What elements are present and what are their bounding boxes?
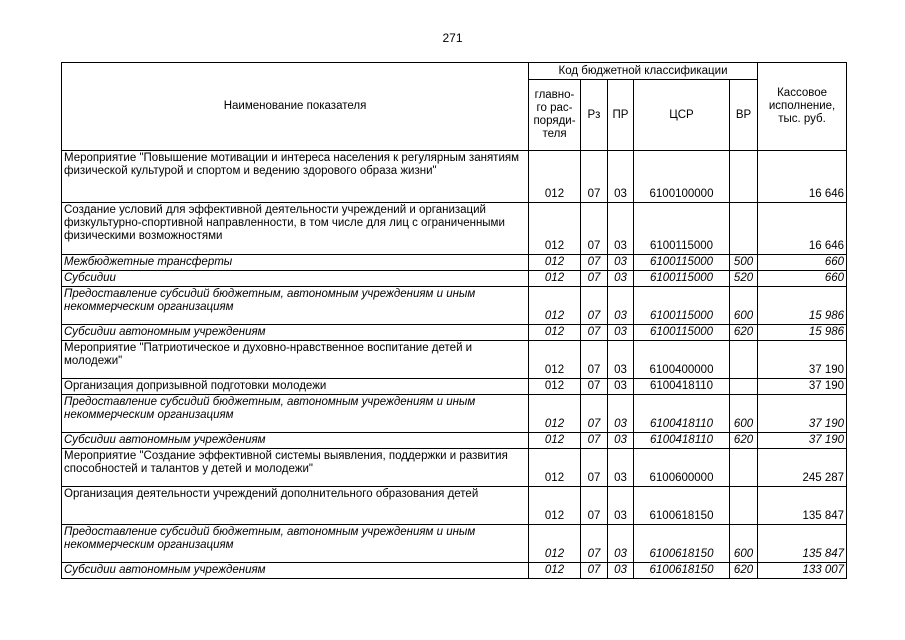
rz-code: 07 xyxy=(581,487,608,525)
table-row xyxy=(62,525,847,563)
vr-code xyxy=(730,151,758,203)
vr-code: 600 xyxy=(730,287,758,325)
csr-code: 6100115000 xyxy=(634,325,730,341)
csr-code: 6100100000 xyxy=(634,151,730,203)
rz-code: 07 xyxy=(581,395,608,433)
table-row xyxy=(62,341,847,379)
csr-code: 6100418110 xyxy=(634,395,730,433)
amount: 135 847 xyxy=(758,525,847,563)
indicator-name: Предоставление субсидий бюджетным, автономным учреждениям и иным некоммерческим организациям xyxy=(62,525,529,563)
rz-code: 07 xyxy=(581,563,608,579)
table-row xyxy=(62,433,847,449)
admin-code: 012 xyxy=(529,271,581,287)
amount: 37 190 xyxy=(758,341,847,379)
amount: 16 646 xyxy=(758,203,847,255)
table-row xyxy=(62,449,847,487)
vr-code xyxy=(730,379,758,395)
admin-code: 012 xyxy=(529,325,581,341)
indicator-name: Создание условий для эффективной деятельности учреждений и организаций физкультурно-спортивной направленности, в том числе для лиц с ограниченными физическими возможностями xyxy=(62,203,529,255)
indicator-name: Межбюджетные трансферты xyxy=(62,255,529,271)
indicator-name: Мероприятие "Создание эффективной системы выявления, поддержки и развития способностей и талантов у детей и молодежи" xyxy=(62,449,529,487)
header-csr: ЦСР xyxy=(634,80,730,151)
csr-code: 6100115000 xyxy=(634,271,730,287)
pr-code: 03 xyxy=(608,395,634,433)
indicator-name: Субсидии автономным учреждениям xyxy=(62,325,529,341)
admin-code: 012 xyxy=(529,379,581,395)
admin-code: 012 xyxy=(529,487,581,525)
admin-code: 012 xyxy=(529,449,581,487)
vr-code xyxy=(730,203,758,255)
header-name: Наименование показателя xyxy=(62,63,529,151)
pr-code: 03 xyxy=(608,341,634,379)
pr-code: 03 xyxy=(608,563,634,579)
table-row xyxy=(62,287,847,325)
vr-code: 600 xyxy=(730,395,758,433)
admin-code: 012 xyxy=(529,525,581,563)
pr-code: 03 xyxy=(608,255,634,271)
indicator-name: Мероприятие "Патриотическое и духовно-нравственное воспитание детей и молодежи" xyxy=(62,341,529,379)
amount: 37 190 xyxy=(758,395,847,433)
header-admin: главно-го рас-поряди-теля xyxy=(529,80,581,151)
indicator-name: Субсидии автономным учреждениям xyxy=(62,563,529,579)
rz-code: 07 xyxy=(581,379,608,395)
rz-code: 07 xyxy=(581,287,608,325)
rz-code: 07 xyxy=(581,255,608,271)
pr-code: 03 xyxy=(608,449,634,487)
admin-code: 012 xyxy=(529,203,581,255)
csr-code: 6100418110 xyxy=(634,379,730,395)
table-row xyxy=(62,563,847,579)
pr-code: 03 xyxy=(608,325,634,341)
table-row xyxy=(62,151,847,203)
vr-code: 620 xyxy=(730,325,758,341)
indicator-name: Субсидии xyxy=(62,271,529,287)
header-amount: Кассовое исполнение, тыс. руб. xyxy=(758,63,847,151)
csr-code: 6100618150 xyxy=(634,563,730,579)
amount: 37 190 xyxy=(758,379,847,395)
csr-code: 6100418110 xyxy=(634,433,730,449)
amount: 135 847 xyxy=(758,487,847,525)
indicator-name: Мероприятие "Повышение мотивации и интереса населения к регулярным занятиям физической культурой и спортом и ведению здорового образа жизни" xyxy=(62,151,529,203)
vr-code: 520 xyxy=(730,271,758,287)
indicator-name: Субсидии автономным учреждениям xyxy=(62,433,529,449)
pr-code: 03 xyxy=(608,525,634,563)
table-row xyxy=(62,379,847,395)
admin-code: 012 xyxy=(529,255,581,271)
csr-code: 6100115000 xyxy=(634,287,730,325)
header-budget-classification: Код бюджетной классификации xyxy=(529,63,758,80)
vr-code: 600 xyxy=(730,525,758,563)
csr-code: 6100600000 xyxy=(634,449,730,487)
rz-code: 07 xyxy=(581,151,608,203)
amount: 660 xyxy=(758,271,847,287)
pr-code: 03 xyxy=(608,433,634,449)
amount: 15 986 xyxy=(758,325,847,341)
pr-code: 03 xyxy=(608,287,634,325)
rz-code: 07 xyxy=(581,341,608,379)
rz-code: 07 xyxy=(581,433,608,449)
csr-code: 6100115000 xyxy=(634,203,730,255)
vr-code: 620 xyxy=(730,563,758,579)
rz-code: 07 xyxy=(581,525,608,563)
vr-code xyxy=(730,341,758,379)
indicator-name: Предоставление субсидий бюджетным, автономным учреждениям и иным некоммерческим организациям xyxy=(62,287,529,325)
admin-code: 012 xyxy=(529,341,581,379)
header-rz: Рз xyxy=(581,80,608,151)
page-number: 271 xyxy=(442,31,463,45)
csr-code: 6100618150 xyxy=(634,487,730,525)
header-vr: ВР xyxy=(730,80,758,151)
indicator-name: Организация допризывной подготовки молодежи xyxy=(62,379,529,395)
indicator-name: Организация деятельности учреждений дополнительного образования детей xyxy=(62,487,529,525)
amount: 16 646 xyxy=(758,151,847,203)
rz-code: 07 xyxy=(581,449,608,487)
vr-code xyxy=(730,449,758,487)
table-body xyxy=(62,151,847,579)
amount: 37 190 xyxy=(758,433,847,449)
admin-code: 012 xyxy=(529,395,581,433)
rz-code: 07 xyxy=(581,271,608,287)
amount: 15 986 xyxy=(758,287,847,325)
pr-code: 03 xyxy=(608,151,634,203)
admin-code: 012 xyxy=(529,563,581,579)
vr-code: 500 xyxy=(730,255,758,271)
rz-code: 07 xyxy=(581,203,608,255)
table-row xyxy=(62,395,847,433)
table-row xyxy=(62,271,847,287)
pr-code: 03 xyxy=(608,487,634,525)
table-row xyxy=(62,255,847,271)
rz-code: 07 xyxy=(581,325,608,341)
vr-code xyxy=(730,487,758,525)
admin-code: 012 xyxy=(529,151,581,203)
amount: 133 007 xyxy=(758,563,847,579)
indicator-name: Предоставление субсидий бюджетным, автономным учреждениям и иным некоммерческим организациям xyxy=(62,395,529,433)
amount: 245 287 xyxy=(758,449,847,487)
pr-code: 03 xyxy=(608,271,634,287)
table-row xyxy=(62,203,847,255)
csr-code: 6100115000 xyxy=(634,255,730,271)
admin-code: 012 xyxy=(529,287,581,325)
pr-code: 03 xyxy=(608,379,634,395)
pr-code: 03 xyxy=(608,203,634,255)
amount: 660 xyxy=(758,255,847,271)
csr-code: 6100618150 xyxy=(634,525,730,563)
admin-code: 012 xyxy=(529,433,581,449)
table-row xyxy=(62,325,847,341)
budget-table xyxy=(61,62,847,579)
header-pr: ПР xyxy=(608,80,634,151)
vr-code: 620 xyxy=(730,433,758,449)
table-row xyxy=(62,487,847,525)
csr-code: 6100400000 xyxy=(634,341,730,379)
